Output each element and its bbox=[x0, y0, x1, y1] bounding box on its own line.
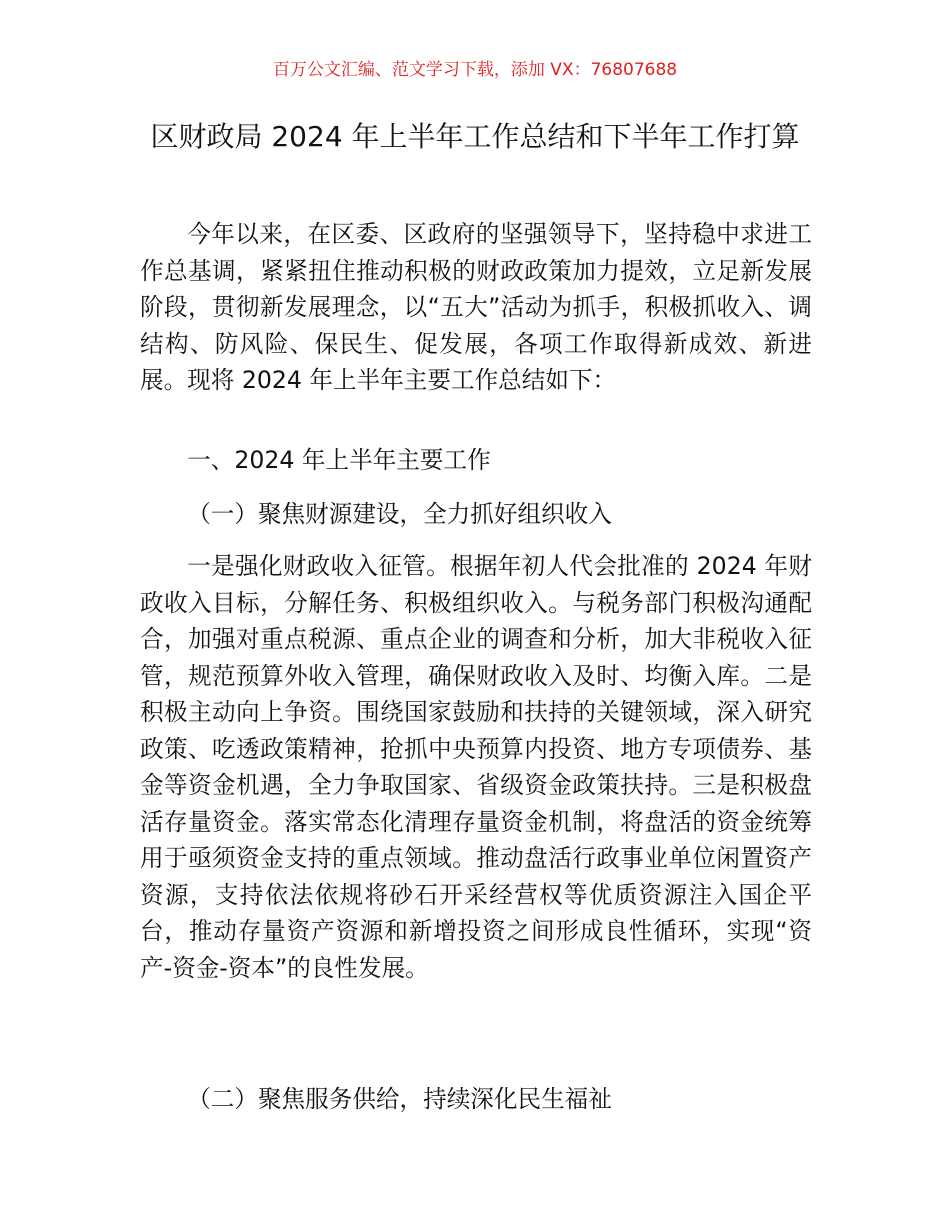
intro-paragraph: 今年以来，在区委、区政府的坚强领导下，坚持稳中求进工作总基调，紧紧扭住推动积极的财政政策加力提效，立足新发展阶段，贯彻新发展理念，以“五大”活动为抓手，积极抓收入、调结构、防风险、保民生、促发展，各项工作取得新成效、新进展。现将 2024 年上半年主要工作总结如下： bbox=[140, 220, 812, 394]
subsection-heading-two: （二）聚焦服务供给，持续深化民生福祉 bbox=[187, 1085, 612, 1113]
section-heading-one: 一、2024 年上半年主要工作 bbox=[187, 446, 491, 474]
document-title: 区财政局 2024 年上半年工作总结和下半年工作打算 bbox=[150, 120, 800, 153]
header-promo-note: 百万公文汇编、范文学习下载，添加 VX：76807688 bbox=[272, 60, 678, 80]
subsection-one-paragraph: 一是强化财政收入征管。根据年初人代会批准的 2024 年财政收入目标，分解任务、积极组织收入。与税务部门积极沟通配合，加强对重点税源、重点企业的调查和分析，加大非税收入征管，规范预算外收入管理，确保财政收入及时、均衡入库。二是积极主动向上争资。围绕国家鼓励和扶持的关键领域，深入研究政策、吃透政策精神，抢抓中央预算内投资、地方专项债券、基金等资金机遇，全力争取国家、省级资金政策扶持。三是积极盘活存量资金。落实常态化清理存量资金机制，将盘活的资金统筹用于亟须资金支持的重点领域。推动盘活行政事业单位闲置资产资源，支持依法依规将砂石开采经营权等优质资源注入国企平台，推动存量资产资源和新增投资之间形成良性循环，实现“资产-资金-资本”的良性发展。 bbox=[140, 552, 812, 982]
subsection-heading-one: （一）聚焦财源建设，全力抓好组织收入 bbox=[187, 500, 612, 528]
